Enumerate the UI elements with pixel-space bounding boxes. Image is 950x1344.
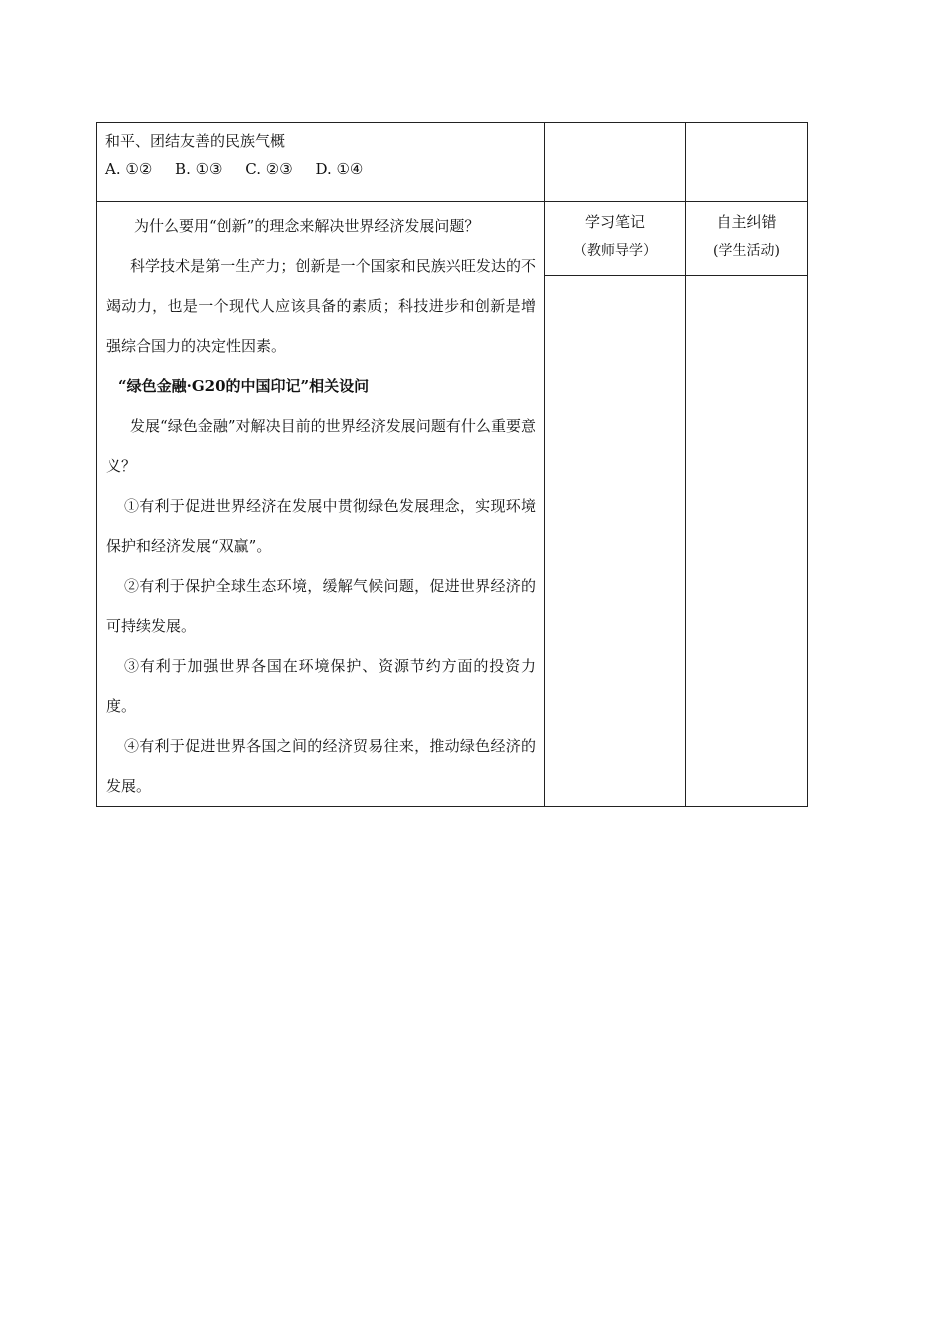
option-b: B. ①③ <box>175 160 223 178</box>
table-row <box>97 202 808 807</box>
notes-subtitle: （教师导学） <box>573 243 657 259</box>
table-row <box>97 123 808 202</box>
point-2: ②有利于保护全球生态环境，缓解气候问题，促进世界经济的可持续发展。 <box>106 577 536 635</box>
empty-notes-cell <box>545 123 686 202</box>
main-content-cell <box>97 202 545 807</box>
question-green-finance: 发展“绿色金融”对解决目前的世界经济发展问题有什么重要意义？ <box>106 417 536 475</box>
correction-title: 自主纠错 <box>716 213 777 231</box>
point-3: ③有利于加强世界各国在环境保护、资源节约方面的投资力度。 <box>106 657 536 715</box>
notes-column-cell <box>545 202 686 807</box>
answer-options <box>105 155 536 183</box>
correction-column-cell <box>686 202 808 807</box>
empty-correct-cell <box>686 123 808 202</box>
notes-header <box>545 202 685 276</box>
option-d: D. ①④ <box>315 160 364 178</box>
option-c: C. ②③ <box>245 160 293 178</box>
question-innovation: 为什么要用“创新”的理念来解决世界经济发展问题？ <box>134 217 480 235</box>
option-a: A. ①② <box>105 160 153 178</box>
correction-header <box>686 202 807 276</box>
point-1: ①有利于促进世界经济在发展中贯彻绿色发展理念，实现环境保护和经济发展“双赢”。 <box>106 497 536 555</box>
notes-title: 学习笔记 <box>584 213 645 231</box>
lesson-table <box>96 122 808 807</box>
section-title: “绿色金融·G20的中国印记”相关设问 <box>118 377 370 395</box>
point-4: ④有利于促进世界各国之间的经济贸易往来，推动绿色经济的发展。 <box>106 737 536 795</box>
correction-subtitle: (学生活动) <box>713 243 780 259</box>
question-text-tail: 和平、团结友善的民族气概 <box>105 132 286 150</box>
question-continuation-cell <box>97 123 545 202</box>
answer-innovation: 科学技术是第一生产力；创新是一个国家和民族兴旺发达的不竭动力，也是一个现代人应该具备的素质；科技进步和创新是增强综合国力的决定性因素。 <box>106 257 536 355</box>
